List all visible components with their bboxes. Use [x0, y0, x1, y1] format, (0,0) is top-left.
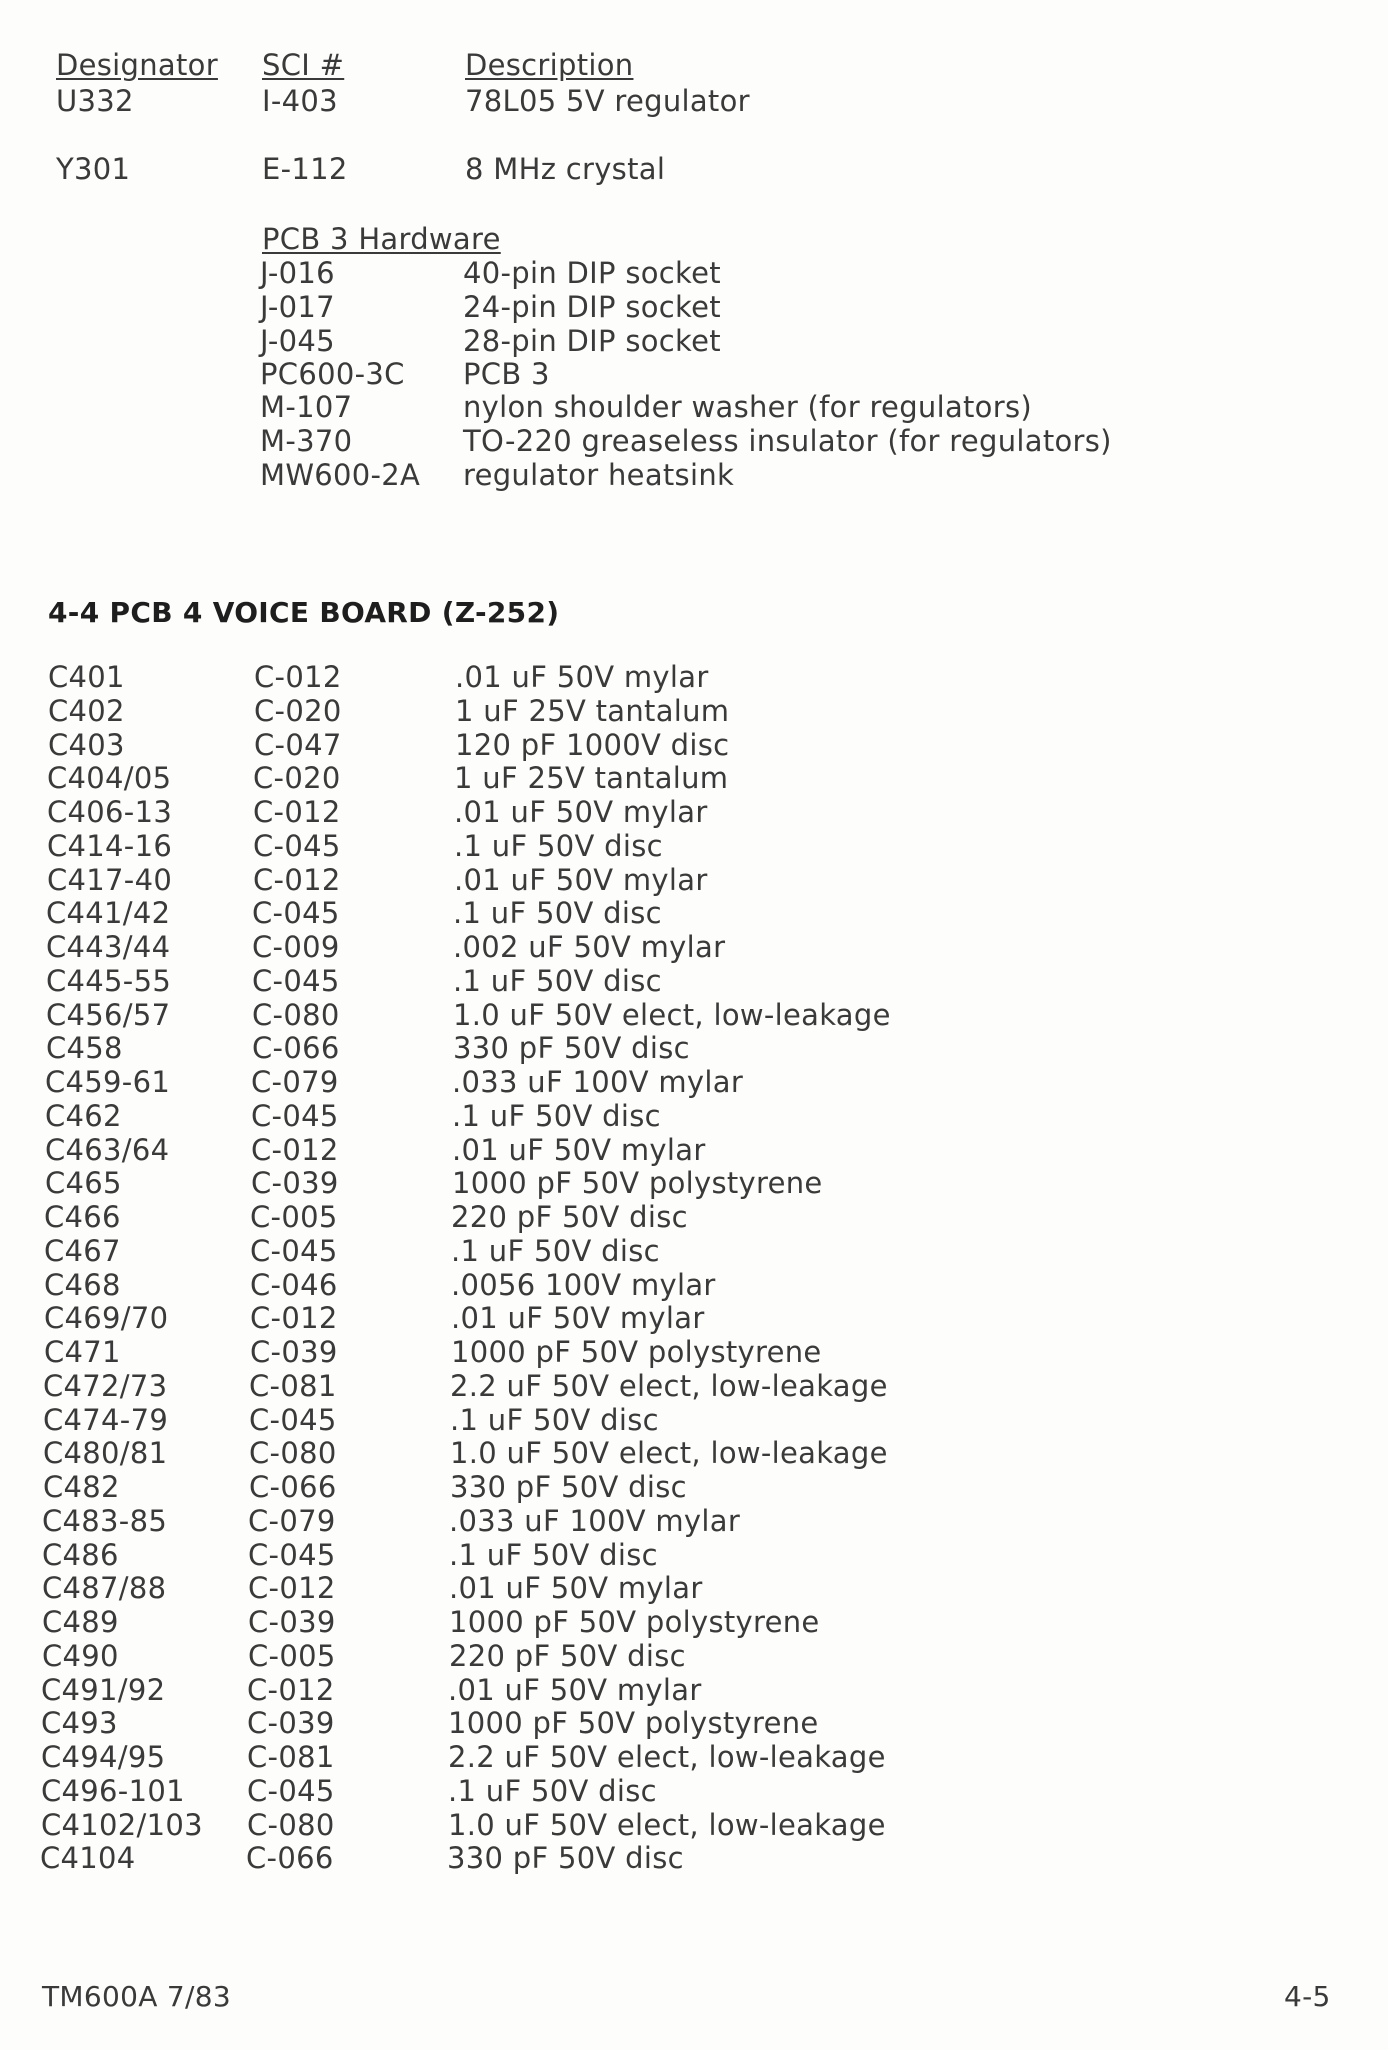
part-sci-number: C-080: [249, 1436, 337, 1471]
part-sci-number: C-045: [250, 1233, 338, 1268]
part-description: .1 uF 50V disc: [451, 1233, 660, 1268]
part-designator: C469/70: [44, 1301, 169, 1336]
part-designator: C474-79: [43, 1402, 169, 1437]
table-row: [0, 863, 1388, 897]
part-description: 1.0 uF 50V elect, low-leakage: [450, 1436, 888, 1471]
part-description: .033 uF 100V mylar: [449, 1503, 741, 1538]
part-description: .01 uF 50V mylar: [448, 1672, 702, 1707]
table-row: [0, 1133, 1388, 1167]
part-description: 220 pF 50V disc: [449, 1638, 686, 1673]
part-designator: C417-40: [47, 862, 173, 897]
hardware-description: nylon shoulder washer (for regulators): [463, 390, 1032, 424]
part-sci-number: C-045: [252, 963, 340, 998]
part-designator: C489: [42, 1605, 119, 1639]
part-description: 330 pF 50V disc: [450, 1470, 687, 1504]
table-row: [0, 1504, 1388, 1538]
part-sci-number: C-012: [254, 660, 342, 694]
table-row: [0, 1403, 1388, 1437]
part-description: 1 uF 25V tantalum: [454, 761, 729, 796]
part-designator: C402: [48, 693, 125, 728]
part-designator: C443/44: [46, 930, 171, 964]
hardware-description: 24-pin DIP socket: [463, 290, 721, 324]
part-sci-number: C-012: [247, 1672, 335, 1707]
part-description: 120 pF 1000V disc: [455, 727, 730, 762]
table-row: [0, 1571, 1388, 1605]
table-row: [0, 1673, 1388, 1707]
table-row: [0, 1234, 1388, 1268]
hardware-description: 40-pin DIP socket: [463, 256, 721, 290]
part-description: 1 uF 25V tantalum: [455, 693, 730, 728]
part-sci-number: C-012: [248, 1571, 336, 1606]
part-designator: C487/88: [42, 1571, 167, 1606]
part-sci-number: C-039: [248, 1605, 336, 1639]
top-row-sci: E-112: [262, 152, 348, 186]
part-sci-number: C-080: [252, 997, 340, 1032]
part-sci-number: C-020: [253, 761, 341, 796]
table-row: [0, 1268, 1388, 1302]
top-row-sci: I-403: [262, 84, 338, 118]
part-description: 2.2 uF 50V elect, low-leakage: [448, 1740, 886, 1774]
hardware-description: 28-pin DIP socket: [463, 324, 721, 358]
part-description: .1 uF 50V disc: [452, 1098, 661, 1133]
part-description: 1000 pF 50V polystyrene: [449, 1605, 820, 1639]
part-designator: C463/64: [45, 1132, 170, 1167]
table-row: [0, 1639, 1388, 1673]
part-sci-number: C-039: [250, 1335, 338, 1369]
part-sci-number: C-012: [253, 795, 341, 829]
part-designator: C406-13: [47, 795, 173, 829]
table-row: [0, 1200, 1388, 1234]
part-designator: C494/95: [41, 1740, 166, 1774]
part-designator: C445-55: [46, 963, 172, 998]
part-designator: C456/57: [46, 997, 171, 1032]
part-sci-number: C-066: [249, 1470, 337, 1504]
part-designator: C482: [43, 1470, 120, 1504]
hardware-code: M-370: [260, 424, 353, 458]
part-description: .1 uF 50V disc: [448, 1773, 657, 1808]
part-designator: C493: [41, 1706, 118, 1741]
part-designator: C491/92: [41, 1672, 166, 1707]
table-row: [0, 795, 1388, 829]
table-row: [0, 1538, 1388, 1572]
table-row: [0, 1369, 1388, 1403]
table-row: [0, 761, 1388, 795]
part-sci-number: C-005: [248, 1638, 336, 1673]
part-description: 220 pF 50V disc: [451, 1200, 688, 1234]
part-sci-number: C-081: [249, 1368, 337, 1403]
table-row: [0, 896, 1388, 930]
hardware-code: J-016: [260, 256, 335, 290]
part-sci-number: C-045: [249, 1402, 337, 1437]
part-sci-number: C-005: [250, 1200, 338, 1234]
column-header-description: Description: [465, 48, 634, 82]
table-row: [0, 1774, 1388, 1808]
parts-table: [0, 660, 1388, 1875]
part-description: 330 pF 50V disc: [447, 1841, 684, 1876]
table-row: [0, 1706, 1388, 1740]
part-description: .1 uF 50V disc: [453, 896, 662, 931]
part-designator: C480/81: [43, 1436, 168, 1471]
part-sci-number: C-045: [253, 828, 341, 863]
part-description: .1 uF 50V disc: [453, 963, 662, 998]
table-row: [0, 930, 1388, 964]
part-designator: C465: [45, 1166, 122, 1201]
part-description: 1000 pF 50V polystyrene: [452, 1166, 823, 1201]
table-row: [0, 1301, 1388, 1335]
part-sci-number: C-079: [248, 1503, 336, 1538]
part-description: 1000 pF 50V polystyrene: [451, 1335, 822, 1369]
part-sci-number: C-039: [247, 1706, 335, 1741]
top-row-designator: Y301: [56, 152, 131, 186]
table-row: [0, 1099, 1388, 1133]
part-description: .0056 100V mylar: [451, 1267, 716, 1302]
table-row: [0, 1065, 1388, 1099]
footer-doc-id: TM600A 7/83: [42, 1980, 231, 2013]
table-row: [0, 1605, 1388, 1639]
part-designator: C471: [44, 1335, 121, 1369]
top-row-description: 8 MHz crystal: [465, 152, 666, 186]
part-designator: C483-85: [42, 1503, 168, 1538]
part-description: .002 uF 50V mylar: [453, 930, 726, 964]
hardware-code: J-017: [260, 290, 335, 324]
part-sci-number: C-080: [247, 1807, 335, 1842]
hardware-description: PCB 3: [463, 357, 550, 391]
table-row: [0, 829, 1388, 863]
top-row-designator: U332: [56, 84, 134, 118]
part-designator: C441/42: [46, 896, 171, 931]
part-description: .01 uF 50V mylar: [452, 1132, 706, 1167]
part-description: .1 uF 50V disc: [450, 1402, 659, 1437]
part-designator: C466: [44, 1200, 121, 1234]
part-sci-number: C-045: [252, 896, 340, 931]
part-description: .01 uF 50V mylar: [451, 1301, 705, 1336]
hardware-description: TO-220 greaseless insulator (for regulators): [463, 424, 1112, 458]
part-sci-number: C-009: [252, 930, 340, 964]
part-sci-number: C-066: [246, 1841, 334, 1876]
part-sci-number: C-012: [253, 862, 341, 897]
part-sci-number: C-045: [247, 1773, 335, 1808]
part-sci-number: C-045: [251, 1098, 339, 1133]
part-sci-number: C-046: [250, 1267, 338, 1302]
table-row: [0, 1470, 1388, 1504]
hardware-code: PC600-3C: [260, 357, 405, 391]
part-designator: C472/73: [43, 1368, 168, 1403]
part-description: .033 uF 100V mylar: [452, 1065, 744, 1099]
part-description: .01 uF 50V mylar: [454, 862, 708, 897]
part-designator: C496-101: [41, 1773, 185, 1808]
part-description: 1000 pF 50V polystyrene: [448, 1706, 819, 1741]
column-header-designator: Designator: [56, 48, 218, 82]
column-header-sci: SCI #: [262, 48, 345, 82]
part-sci-number: C-047: [254, 727, 342, 762]
part-sci-number: C-081: [247, 1740, 335, 1774]
part-designator: C486: [42, 1537, 119, 1572]
table-row: [0, 728, 1388, 762]
table-row: [0, 1841, 1388, 1875]
section-heading: 4-4 PCB 4 VOICE BOARD (Z-252): [48, 596, 560, 629]
part-sci-number: C-045: [248, 1537, 336, 1572]
part-description: .1 uF 50V disc: [449, 1537, 658, 1572]
part-designator: C490: [42, 1638, 119, 1673]
table-row: [0, 660, 1388, 694]
table-row: [0, 1436, 1388, 1470]
hardware-description: regulator heatsink: [463, 458, 735, 492]
part-description: 1.0 uF 50V elect, low-leakage: [448, 1807, 886, 1842]
table-row: [0, 1166, 1388, 1200]
part-designator: C403: [48, 727, 125, 762]
part-description: .01 uF 50V mylar: [454, 795, 708, 829]
table-row: [0, 1335, 1388, 1369]
part-designator: C468: [44, 1267, 121, 1302]
part-description: 330 pF 50V disc: [453, 1031, 690, 1066]
part-sci-number: C-020: [254, 693, 342, 728]
part-designator: C401: [48, 660, 125, 694]
table-row: [0, 998, 1388, 1032]
part-designator: C467: [44, 1233, 121, 1268]
table-row: [0, 964, 1388, 998]
hardware-code: M-107: [260, 390, 353, 424]
part-designator: C462: [45, 1098, 122, 1133]
hardware-code: MW600-2A: [260, 458, 421, 492]
part-description: 2.2 uF 50V elect, low-leakage: [450, 1368, 888, 1403]
part-designator: C4104: [40, 1841, 136, 1876]
part-sci-number: C-066: [252, 1031, 340, 1066]
part-sci-number: C-012: [250, 1301, 338, 1336]
part-designator: C458: [46, 1031, 123, 1066]
table-row: [0, 1031, 1388, 1065]
part-sci-number: C-039: [251, 1166, 339, 1201]
part-sci-number: C-079: [251, 1065, 339, 1099]
part-description: .01 uF 50V mylar: [449, 1571, 703, 1606]
footer-page-number: 4-5: [1284, 1980, 1331, 2013]
part-designator: C414-16: [47, 828, 173, 863]
top-row-description: 78L05 5V regulator: [465, 84, 750, 118]
part-description: .01 uF 50V mylar: [455, 660, 709, 694]
part-designator: C459-61: [45, 1065, 171, 1099]
hardware-title: PCB 3 Hardware: [262, 222, 501, 256]
part-sci-number: C-012: [251, 1132, 339, 1167]
part-designator: C404/05: [47, 761, 172, 796]
table-row: [0, 1740, 1388, 1774]
part-description: .1 uF 50V disc: [454, 828, 663, 863]
hardware-code: J-045: [260, 324, 335, 358]
part-description: 1.0 uF 50V elect, low-leakage: [453, 997, 891, 1032]
table-row: [0, 694, 1388, 728]
part-designator: C4102/103: [41, 1807, 203, 1842]
table-row: [0, 1808, 1388, 1842]
